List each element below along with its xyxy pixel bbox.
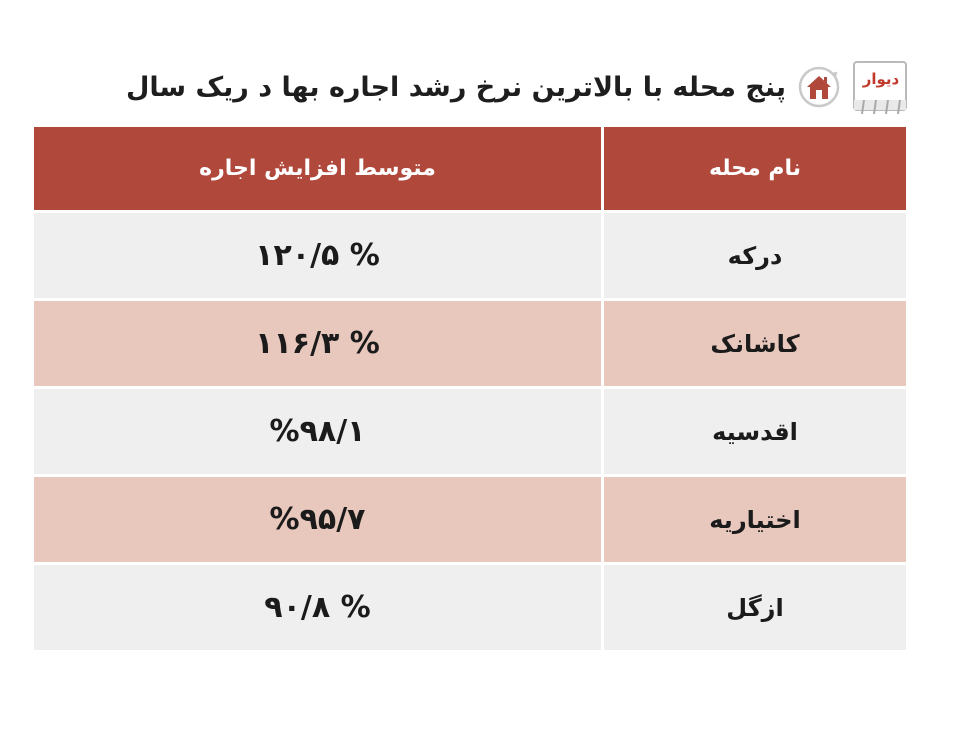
rent-increase-value: % ۱۲۰/۵ bbox=[34, 213, 601, 298]
column-header-average-increase: متوسط افزایش اجاره bbox=[34, 127, 601, 210]
column-header-neighborhood: نام محله bbox=[604, 127, 906, 210]
table-row bbox=[34, 301, 906, 386]
neighborhood-name: اختیاریه bbox=[604, 477, 906, 562]
rent-increase-value: % ۱۱۶/۳ bbox=[34, 301, 601, 386]
divar-logo-icon bbox=[850, 56, 914, 118]
brand-label: دیوار bbox=[862, 70, 900, 88]
table-row bbox=[34, 389, 906, 474]
neighborhood-name: درکه bbox=[604, 213, 906, 298]
table-row bbox=[34, 213, 906, 298]
neighborhood-name: اقدسیه bbox=[604, 389, 906, 474]
neighborhood-name: ازگل bbox=[604, 565, 906, 650]
house-growth-icon bbox=[796, 64, 842, 110]
table-header-row bbox=[34, 127, 906, 210]
rent-increase-value: % ۹۰/۸ bbox=[34, 565, 601, 650]
table-row bbox=[34, 477, 906, 562]
rent-increase-value: %۹۸/۱ bbox=[34, 389, 601, 474]
table-row bbox=[34, 565, 906, 650]
header bbox=[70, 56, 914, 118]
page-title: پنج محله با بالاترین نرخ رشد اجاره بها د ریک سال bbox=[125, 71, 786, 103]
neighborhood-name: کاشانک bbox=[604, 301, 906, 386]
rent-growth-table bbox=[34, 127, 906, 650]
rent-increase-value: %۹۵/۷ bbox=[34, 477, 601, 562]
